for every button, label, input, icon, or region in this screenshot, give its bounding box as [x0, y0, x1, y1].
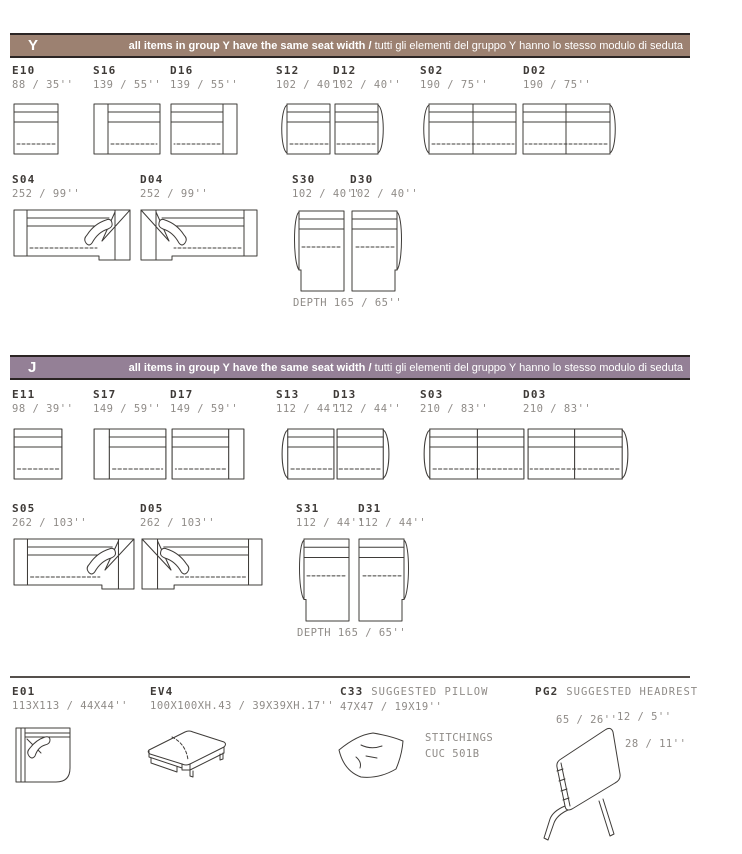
depth-note-group-y: DEPTH 165 / 65'' [293, 297, 403, 309]
module-code: D17 [170, 388, 194, 401]
module-dims: 190 / 75'' [523, 79, 592, 91]
module-code: D12 [333, 64, 357, 77]
module-label-e10 [12, 63, 73, 93]
module-code: E11 [12, 388, 36, 401]
module-label-s03 [420, 387, 488, 417]
group-y-header-bar [10, 33, 690, 58]
drawing-ev4-pouf [140, 726, 232, 786]
module-code: D03 [523, 388, 547, 401]
drawing-d04-sectional-right [140, 208, 258, 264]
module-code: S02 [420, 64, 444, 77]
module-dims: 102 / 40'' [333, 79, 402, 91]
module-dims: 139 / 55'' [93, 79, 162, 91]
accessory-title: SUGGESTED PILLOW [371, 686, 489, 698]
group-y-header-text-regular: tutti gli elementi del gruppo Y hanno lo stesso modulo di seduta [374, 39, 683, 52]
module-code: S30 [292, 173, 316, 186]
accessory-code [340, 684, 488, 700]
pg2-width-dim: 65 / 26'' [556, 714, 618, 726]
module-label-d16 [170, 63, 238, 93]
drawing-d05-sectional-right [141, 537, 263, 593]
drawing-s16-left-arm-module [93, 103, 161, 155]
accessory-dims: 113X113 / 44X44'' [12, 700, 128, 712]
stitchings-note-line1: STITCHINGS [425, 732, 494, 744]
module-code: D16 [170, 64, 194, 77]
accessory-label-c33 [340, 684, 488, 715]
module-label-d30 [350, 172, 418, 202]
drawing-s03-two-seat-left-arm-sofa [419, 428, 525, 480]
group-j-header-text-regular: tutti gli elementi del gruppo Y hanno lo stesso modulo di seduta [374, 361, 683, 374]
section-divider [10, 676, 690, 678]
module-dims: 149 / 59'' [170, 403, 239, 415]
group-y-letter: Y [28, 37, 39, 54]
drawing-e10-armless-module [13, 103, 59, 155]
module-code: D30 [350, 173, 374, 186]
drawing-d17-right-arm-module [171, 428, 245, 480]
module-code: D04 [140, 173, 164, 186]
accessory-label-ev4 [150, 684, 334, 714]
module-dims: 262 / 103'' [12, 517, 88, 529]
module-label-s04 [12, 172, 80, 202]
group-j-letter: J [28, 359, 37, 376]
module-dims: 139 / 55'' [170, 79, 239, 91]
module-code: S16 [93, 64, 117, 77]
module-label-d03 [523, 387, 591, 417]
drawing-d16-right-arm-module [170, 103, 238, 155]
module-label-d13 [333, 387, 401, 417]
module-label-d31 [358, 501, 426, 531]
module-dims: 88 / 35'' [12, 79, 74, 91]
pg2-height-dim: 28 / 11'' [625, 738, 687, 750]
module-dims: 252 / 99'' [140, 188, 209, 200]
drawing-d13-curved-right-arm-module [336, 428, 394, 480]
module-code: D13 [333, 388, 357, 401]
module-code: S04 [12, 173, 36, 186]
accessory-label-e01 [12, 684, 128, 714]
group-y-header-text [129, 40, 683, 52]
module-code: D02 [523, 64, 547, 77]
group-j-header-bar [10, 355, 690, 380]
module-code: S05 [12, 502, 36, 515]
drawing-e11-armless-module [13, 428, 63, 480]
module-dims: 210 / 83'' [523, 403, 592, 415]
module-label-s05 [12, 501, 87, 531]
accessory-label-pg2 [535, 684, 698, 700]
module-label-d05 [140, 501, 215, 531]
module-label-s17 [93, 387, 161, 417]
drawing-d31-chaise-right [357, 538, 413, 622]
drawing-d12-curved-right-arm-module [334, 103, 388, 155]
module-code: S12 [276, 64, 300, 77]
module-label-d02 [523, 63, 591, 93]
depth-note-group-j: DEPTH 165 / 65'' [297, 627, 407, 639]
drawing-d30-chaise-right [350, 210, 406, 292]
module-label-d17 [170, 387, 238, 417]
accessory-code-text: C33 [340, 685, 364, 698]
module-dims: 210 / 83'' [420, 403, 489, 415]
group-y-header-text-bold: all items in group Y have the same seat width / [128, 39, 372, 52]
module-dims: 112 / 44'' [296, 517, 365, 529]
module-label-s02 [420, 63, 488, 93]
module-dims: 102 / 40'' [276, 79, 345, 91]
module-label-d12 [333, 63, 401, 93]
module-code: D05 [140, 502, 164, 515]
drawing-e01-corner-element [14, 726, 72, 784]
module-dims: 98 / 39'' [12, 403, 74, 415]
accessory-code: E01 [12, 685, 36, 698]
drawing-d03-two-seat-right-arm-sofa [527, 428, 633, 480]
stitchings-note-line2: CUC 501B [425, 748, 480, 760]
module-label-s16 [93, 63, 161, 93]
group-j-header-text [129, 362, 683, 374]
drawing-s30-chaise-left [290, 210, 346, 292]
drawing-s04-sectional-left [13, 208, 131, 264]
drawing-s05-sectional-left [13, 537, 135, 593]
drawing-s13-curved-left-arm-module [277, 428, 335, 480]
module-code: S03 [420, 388, 444, 401]
module-label-s31 [296, 501, 364, 531]
module-dims: 112 / 44'' [333, 403, 402, 415]
accessory-code-text: PG2 [535, 685, 559, 698]
module-code: S31 [296, 502, 320, 515]
module-dims: 102 / 40'' [292, 188, 361, 200]
module-dims: 252 / 99'' [12, 188, 81, 200]
module-dims: 149 / 59'' [93, 403, 162, 415]
drawing-s12-curved-left-arm-module [277, 103, 331, 155]
module-dims: 190 / 75'' [420, 79, 489, 91]
module-label-e11 [12, 387, 73, 417]
accessory-code [535, 684, 698, 700]
drawing-s02-two-seat-left-arm-sofa [419, 103, 517, 155]
module-dims: 262 / 103'' [140, 517, 216, 529]
module-dims: 102 / 40'' [350, 188, 419, 200]
accessory-dims: 100X100XH.43 / 39X39XH.17'' [150, 700, 335, 712]
accessory-dims: 47X47 / 19X19'' [340, 701, 443, 713]
module-label-d04 [140, 172, 208, 202]
drawing-s31-chaise-left [295, 538, 351, 622]
group-j-header-text-bold: all items in group Y have the same seat width / [128, 361, 372, 374]
accessory-code: EV4 [150, 685, 174, 698]
drawing-s17-left-arm-module [93, 428, 167, 480]
module-dims: 112 / 44'' [358, 517, 427, 529]
module-code: E10 [12, 64, 36, 77]
module-code: S13 [276, 388, 300, 401]
module-code: D31 [358, 502, 382, 515]
module-code: S17 [93, 388, 117, 401]
module-dims: 112 / 44'' [276, 403, 345, 415]
drawing-d02-two-seat-right-arm-sofa [522, 103, 620, 155]
pg2-depth-dim: 12 / 5'' [617, 711, 672, 723]
drawing-c33-pillow [335, 729, 409, 783]
accessory-title: SUGGESTED HEADREST [566, 686, 699, 698]
